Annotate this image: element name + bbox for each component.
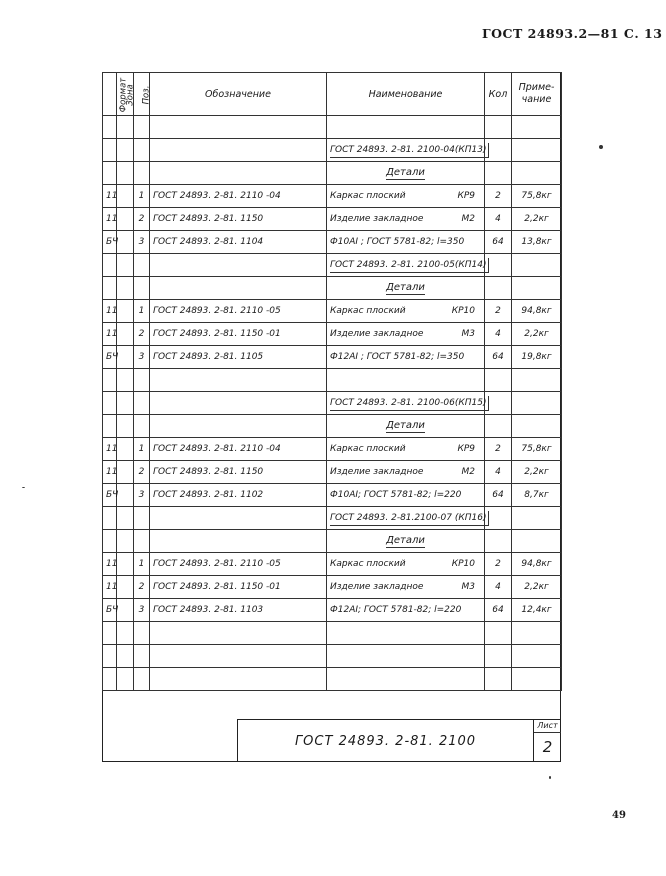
speck-mark — [22, 487, 25, 488]
designation-cell — [150, 162, 327, 185]
blank-row — [103, 116, 562, 139]
title-block-designation: ГОСТ 24893. 2-81. 2100 — [237, 719, 533, 762]
note-cell — [512, 162, 562, 185]
note-cell — [512, 530, 562, 553]
format-cell — [103, 277, 117, 300]
zone-cell — [117, 645, 134, 668]
blank-row — [103, 668, 562, 691]
zone-cell — [117, 231, 134, 254]
quantity-cell: 2 — [485, 553, 512, 576]
position-cell — [134, 645, 150, 668]
designation-cell: ГОСТ 24893. 2-81. 1104 — [150, 231, 327, 254]
name-cell — [327, 576, 485, 599]
position-cell — [134, 622, 150, 645]
table-row — [103, 576, 562, 599]
zone-cell — [117, 254, 134, 277]
zone-cell — [117, 530, 134, 553]
item-mark: КР9 — [457, 191, 475, 201]
format-cell: 11 — [103, 208, 117, 231]
designation-cell — [150, 392, 327, 415]
header-format: Формат — [103, 73, 117, 116]
zone-cell — [117, 162, 134, 185]
format-cell: 11 — [103, 300, 117, 323]
item-name: Ф12АI ; ГОСТ 5781-82; l=350 — [330, 352, 465, 362]
quantity-cell — [485, 277, 512, 300]
note-cell: 94,8кг — [512, 300, 562, 323]
format-cell — [103, 369, 117, 392]
section-title: Детали — [386, 420, 425, 431]
zone-cell — [117, 438, 134, 461]
title-block — [237, 719, 561, 762]
table-row — [103, 484, 562, 507]
format-cell: БЧ — [103, 346, 117, 369]
speck-mark — [599, 145, 603, 149]
format-cell: 11 — [103, 323, 117, 346]
format-cell: 11 — [103, 576, 117, 599]
designation-cell — [150, 622, 327, 645]
zone-cell — [117, 346, 134, 369]
assembly-row — [103, 507, 562, 530]
zone-cell — [117, 553, 134, 576]
designation-cell — [150, 645, 327, 668]
quantity-cell: 4 — [485, 323, 512, 346]
item-name: Ф10АI; ГОСТ 5781-82; l=220 — [330, 490, 462, 500]
designation-cell: ГОСТ 24893. 2-81. 1150 -01 — [150, 576, 327, 599]
quantity-cell — [485, 645, 512, 668]
name-cell — [327, 116, 485, 139]
item-mark: КР9 — [457, 444, 475, 454]
item-mark: М3 — [461, 329, 475, 339]
format-cell — [103, 254, 117, 277]
name-cell — [327, 530, 485, 553]
quantity-cell: 64 — [485, 231, 512, 254]
position-cell: 1 — [134, 185, 150, 208]
header-designation: Обозначение — [150, 73, 327, 116]
zone-cell — [117, 415, 134, 438]
section-row — [103, 530, 562, 553]
designation-cell — [150, 507, 327, 530]
note-cell: 94,8кг — [512, 553, 562, 576]
designation-cell — [150, 139, 327, 162]
note-cell — [512, 507, 562, 530]
name-cell — [327, 369, 485, 392]
designation-cell: ГОСТ 24893. 2-81. 2110 -05 — [150, 300, 327, 323]
name-cell — [327, 461, 485, 484]
note-cell — [512, 645, 562, 668]
name-cell — [327, 484, 485, 507]
name-cell — [327, 415, 485, 438]
designation-cell — [150, 277, 327, 300]
designation-cell: ГОСТ 24893. 2-81. 1102 — [150, 484, 327, 507]
name-cell — [327, 553, 485, 576]
table-row — [103, 599, 562, 622]
item-name: Каркас плоский — [330, 191, 406, 201]
quantity-cell: 2 — [485, 185, 512, 208]
note-cell — [512, 668, 562, 691]
quantity-cell — [485, 530, 512, 553]
item-name: Изделие закладное — [330, 329, 424, 339]
zone-cell — [117, 622, 134, 645]
format-cell — [103, 139, 117, 162]
position-cell — [134, 369, 150, 392]
name-cell — [327, 185, 485, 208]
table-row — [103, 208, 562, 231]
note-cell: 2,2кг — [512, 323, 562, 346]
table-row — [103, 185, 562, 208]
note-cell: 13,8кг — [512, 231, 562, 254]
sheet-number: 2 — [542, 738, 553, 756]
format-cell — [103, 162, 117, 185]
section-title: Детали — [386, 535, 425, 546]
name-cell — [327, 346, 485, 369]
position-cell: 2 — [134, 461, 150, 484]
speck-mark — [549, 776, 551, 779]
format-cell: БЧ — [103, 231, 117, 254]
format-cell: БЧ — [103, 599, 117, 622]
position-cell — [134, 530, 150, 553]
format-cell — [103, 392, 117, 415]
format-cell: 11 — [103, 461, 117, 484]
format-cell: БЧ — [103, 484, 117, 507]
name-cell — [327, 645, 485, 668]
name-cell — [327, 254, 485, 277]
header-zone: Зона — [117, 73, 134, 116]
assembly-row — [103, 139, 562, 162]
item-name: Изделие закладное — [330, 467, 424, 477]
format-cell — [103, 668, 117, 691]
table-row — [103, 346, 562, 369]
zone-cell — [117, 599, 134, 622]
note-cell: 2,2кг — [512, 208, 562, 231]
position-cell: 1 — [134, 553, 150, 576]
zone-cell — [117, 668, 134, 691]
name-cell — [327, 208, 485, 231]
format-cell — [103, 415, 117, 438]
name-cell — [327, 277, 485, 300]
position-cell — [134, 116, 150, 139]
zone-cell — [117, 185, 134, 208]
designation-cell — [150, 415, 327, 438]
item-name: Ф12АI; ГОСТ 5781-82; l=220 — [330, 605, 462, 615]
quantity-cell: 64 — [485, 346, 512, 369]
designation-cell — [150, 530, 327, 553]
designation-cell: ГОСТ 24893. 2-81. 1150 -01 — [150, 323, 327, 346]
section-row — [103, 277, 562, 300]
sheet-cell — [533, 719, 561, 762]
note-cell: 12,4кг — [512, 599, 562, 622]
position-cell: 1 — [134, 300, 150, 323]
quantity-cell: 4 — [485, 576, 512, 599]
note-cell — [512, 369, 562, 392]
quantity-cell — [485, 116, 512, 139]
quantity-cell — [485, 415, 512, 438]
position-cell — [134, 139, 150, 162]
designation-cell: ГОСТ 24893. 2-81. 2110 -04 — [150, 438, 327, 461]
designation-cell: ГОСТ 24893. 2-81. 1150 — [150, 461, 327, 484]
name-cell — [327, 507, 485, 530]
specification-table — [102, 72, 562, 691]
position-cell — [134, 668, 150, 691]
header-quantity: Кол — [485, 73, 512, 116]
name-cell — [327, 392, 485, 415]
name-cell — [327, 438, 485, 461]
section-row — [103, 415, 562, 438]
name-cell — [327, 668, 485, 691]
designation-cell: ГОСТ 24893. 2-81. 2110 -05 — [150, 553, 327, 576]
note-cell — [512, 415, 562, 438]
position-cell — [134, 392, 150, 415]
zone-cell — [117, 507, 134, 530]
position-cell — [134, 507, 150, 530]
item-name: Изделие закладное — [330, 214, 424, 224]
position-cell — [134, 277, 150, 300]
zone-cell — [117, 300, 134, 323]
name-cell — [327, 162, 485, 185]
position-cell: 3 — [134, 484, 150, 507]
position-cell: 3 — [134, 346, 150, 369]
zone-cell — [117, 277, 134, 300]
note-cell — [512, 254, 562, 277]
blank-row — [103, 622, 562, 645]
note-cell: 75,8кг — [512, 438, 562, 461]
note-cell — [512, 622, 562, 645]
section-title: Детали — [386, 282, 425, 293]
section-row — [103, 162, 562, 185]
table-row — [103, 300, 562, 323]
zone-cell — [117, 116, 134, 139]
assembly-row — [103, 392, 562, 415]
item-mark: М2 — [461, 214, 475, 224]
item-mark: КР10 — [451, 559, 475, 569]
position-cell: 3 — [134, 231, 150, 254]
table-row — [103, 461, 562, 484]
name-cell — [327, 622, 485, 645]
format-cell — [103, 116, 117, 139]
zone-cell — [117, 484, 134, 507]
note-cell — [512, 116, 562, 139]
header-note: Приме- чание — [512, 73, 562, 116]
header-name: Наименование — [327, 73, 485, 116]
format-cell — [103, 507, 117, 530]
zone-cell — [117, 461, 134, 484]
format-cell: 11 — [103, 553, 117, 576]
name-cell — [327, 139, 485, 162]
name-cell — [327, 599, 485, 622]
quantity-cell — [485, 162, 512, 185]
quantity-cell — [485, 668, 512, 691]
format-cell — [103, 645, 117, 668]
zone-cell — [117, 576, 134, 599]
table-header-row — [103, 73, 562, 116]
note-cell: 2,2кг — [512, 576, 562, 599]
quantity-cell: 2 — [485, 438, 512, 461]
table-row — [103, 231, 562, 254]
item-mark: М2 — [461, 467, 475, 477]
designation-cell: ГОСТ 24893. 2-81. 2110 -04 — [150, 185, 327, 208]
note-cell: 75,8кг — [512, 185, 562, 208]
position-cell — [134, 415, 150, 438]
header-position: Поз. — [134, 73, 150, 116]
designation-cell: ГОСТ 24893. 2-81. 1103 — [150, 599, 327, 622]
position-cell: 2 — [134, 323, 150, 346]
position-cell: 2 — [134, 576, 150, 599]
format-cell — [103, 622, 117, 645]
zone-cell — [117, 392, 134, 415]
note-cell — [512, 139, 562, 162]
sheet-label: Лист — [534, 720, 561, 733]
blank-row — [103, 645, 562, 668]
format-cell — [103, 530, 117, 553]
zone-cell — [117, 369, 134, 392]
name-cell — [327, 323, 485, 346]
note-cell — [512, 277, 562, 300]
designation-cell: ГОСТ 24893. 2-81. 1150 — [150, 208, 327, 231]
section-title: Детали — [386, 167, 425, 178]
blank-row — [103, 369, 562, 392]
table-row — [103, 553, 562, 576]
item-name: Ф10АI ; ГОСТ 5781-82; l=350 — [330, 237, 465, 247]
note-cell — [512, 392, 562, 415]
designation-cell — [150, 369, 327, 392]
quantity-cell: 2 — [485, 300, 512, 323]
note-cell: 8,7кг — [512, 484, 562, 507]
designation-cell — [150, 254, 327, 277]
zone-cell — [117, 208, 134, 231]
page-header: ГОСТ 24893.2—81 С. 13 — [482, 26, 663, 41]
position-cell: 3 — [134, 599, 150, 622]
item-name: Каркас плоский — [330, 444, 406, 454]
designation-cell: ГОСТ 24893. 2-81. 1105 — [150, 346, 327, 369]
quantity-cell: 64 — [485, 599, 512, 622]
format-cell: 11 — [103, 185, 117, 208]
table-row — [103, 438, 562, 461]
note-cell: 19,8кг — [512, 346, 562, 369]
zone-cell — [117, 323, 134, 346]
assembly-designation: ГОСТ 24893. 2-81.2100-07 (КП16) — [330, 511, 489, 526]
assembly-designation: ГОСТ 24893. 2-81. 2100-06(КП15) — [330, 396, 489, 411]
quantity-cell: 4 — [485, 461, 512, 484]
name-cell — [327, 231, 485, 254]
position-cell — [134, 162, 150, 185]
position-cell — [134, 254, 150, 277]
position-cell: 2 — [134, 208, 150, 231]
assembly-row — [103, 254, 562, 277]
note-cell: 2,2кг — [512, 461, 562, 484]
assembly-designation: ГОСТ 24893. 2-81. 2100-04(КП13) — [330, 143, 489, 158]
table-row — [103, 323, 562, 346]
name-cell — [327, 300, 485, 323]
item-mark: КР10 — [451, 306, 475, 316]
designation-cell — [150, 116, 327, 139]
quantity-cell: 4 — [485, 208, 512, 231]
quantity-cell — [485, 369, 512, 392]
designation-cell — [150, 668, 327, 691]
item-mark: М3 — [461, 582, 475, 592]
page-number: 49 — [612, 810, 626, 821]
quantity-cell — [485, 622, 512, 645]
assembly-designation: ГОСТ 24893. 2-81. 2100-05(КП14) — [330, 258, 489, 273]
quantity-cell: 64 — [485, 484, 512, 507]
position-cell: 1 — [134, 438, 150, 461]
zone-cell — [117, 139, 134, 162]
item-name: Каркас плоский — [330, 306, 406, 316]
item-name: Изделие закладное — [330, 582, 424, 592]
format-cell: 11 — [103, 438, 117, 461]
item-name: Каркас плоский — [330, 559, 406, 569]
